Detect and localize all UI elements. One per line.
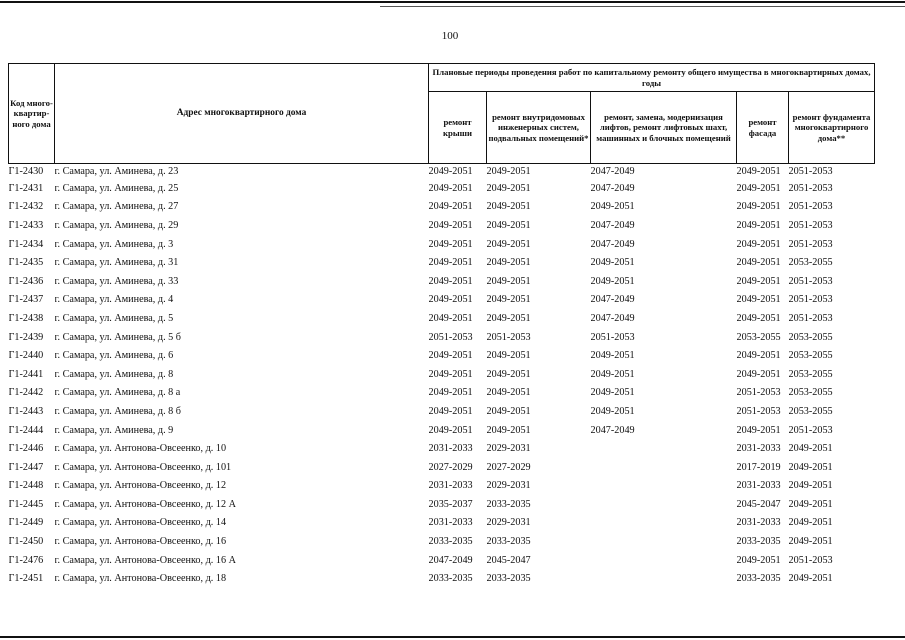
header-foundation: ремонт фундамента многоквартирного дома**	[789, 92, 875, 164]
cell-foundation: 2049-2051	[788, 461, 833, 473]
cell-lifts: 2049-2051	[590, 368, 635, 380]
cell-facade: 2049-2051	[736, 238, 781, 250]
table-body	[9, 164, 875, 589]
table-row	[9, 198, 875, 217]
cell-facade: 2049-2051	[736, 312, 781, 324]
cell-systems: 2045-2047	[486, 554, 531, 566]
cell-systems: 2033-2035	[486, 573, 531, 585]
cell-foundation: 2049-2051	[788, 443, 833, 455]
cell-foundation: 2051-2053	[788, 182, 833, 194]
cell-lifts	[591, 477, 737, 496]
cell-facade: 2031-2033	[736, 480, 781, 492]
cell-foundation: 2049-2051	[788, 517, 833, 529]
cell-code: Г1-2431	[8, 182, 44, 194]
cell-roof: 2049-2051	[428, 238, 473, 250]
cell-roof: 2049-2051	[428, 294, 473, 306]
header-address: Адрес многоквартирного дома	[55, 64, 429, 164]
table-row	[9, 164, 875, 180]
top-rule	[0, 1, 905, 3]
cell-lifts: 2049-2051	[590, 405, 635, 417]
cell-systems: 2051-2053	[486, 331, 531, 343]
cell-code: Г1-2448	[8, 480, 44, 492]
cell-address: г. Самара, ул. Аминева, д. 8	[54, 368, 174, 380]
cell-roof: 2049-2051	[428, 201, 473, 213]
cell-lifts	[591, 532, 737, 551]
cell-systems: 2049-2051	[486, 219, 531, 231]
cell-address: г. Самара, ул. Аминева, д. 6	[54, 350, 174, 362]
cell-foundation: 2051-2053	[788, 238, 833, 250]
cell-roof: 2049-2051	[428, 275, 473, 287]
cell-roof: 2047-2049	[428, 554, 473, 566]
cell-foundation: 2051-2053	[788, 219, 833, 231]
cell-facade: 2053-2055	[736, 331, 781, 343]
cell-address: г. Самара, ул. Аминева, д. 33	[54, 275, 179, 287]
cell-address: г. Самара, ул. Антонова-Овсеенко, д. 101	[54, 461, 232, 473]
cell-systems: 2049-2051	[486, 201, 531, 213]
cell-roof: 2049-2051	[428, 350, 473, 362]
cell-foundation: 2051-2053	[788, 201, 833, 213]
cell-systems: 2029-2031	[486, 480, 531, 492]
cell-roof: 2049-2051	[428, 368, 473, 380]
cell-facade: 2049-2051	[736, 166, 781, 177]
cell-foundation: 2053-2055	[788, 350, 833, 362]
cell-code: Г1-2451	[8, 573, 44, 585]
bottom-rule	[0, 636, 905, 638]
cell-address: г. Самара, ул. Аминева, д. 5 б	[54, 331, 181, 343]
cell-systems: 2049-2051	[486, 238, 531, 250]
cell-systems: 2049-2051	[486, 424, 531, 436]
cell-lifts: 2047-2049	[590, 238, 635, 250]
cell-facade: 2031-2033	[736, 443, 781, 455]
cell-foundation: 2051-2053	[788, 424, 833, 436]
cell-systems: 2049-2051	[486, 275, 531, 287]
cell-code: Г1-2476	[8, 554, 44, 566]
header-roof: ремонт крыши	[429, 92, 487, 164]
table-row	[9, 402, 875, 421]
top-rule-secondary	[380, 6, 905, 7]
table-row	[9, 179, 875, 198]
cell-lifts	[591, 551, 737, 570]
cell-lifts: 2049-2051	[590, 257, 635, 269]
cell-systems: 2049-2051	[486, 182, 531, 194]
cell-code: Г1-2440	[8, 350, 44, 362]
cell-address: г. Самара, ул. Аминева, д. 9	[54, 424, 174, 436]
cell-systems: 2049-2051	[486, 166, 531, 177]
cell-code: Г1-2441	[8, 368, 44, 380]
table-row	[9, 439, 875, 458]
cell-facade: 2049-2051	[736, 219, 781, 231]
table-row	[9, 216, 875, 235]
cell-code: Г1-2437	[8, 294, 44, 306]
cell-address: г. Самара, ул. Аминева, д. 5	[54, 312, 174, 324]
cell-foundation: 2049-2051	[788, 573, 833, 585]
cell-lifts	[591, 495, 737, 514]
header-lifts: ремонт, замена, модернизация лифтов, ремонт лифтовых шахт, машинных и блочных помещений	[591, 92, 737, 164]
cell-roof: 2049-2051	[428, 166, 473, 177]
cell-facade: 2049-2051	[736, 424, 781, 436]
cell-address: г. Самара, ул. Аминева, д. 27	[54, 201, 179, 213]
cell-roof: 2049-2051	[428, 387, 473, 399]
cell-lifts: 2047-2049	[590, 424, 635, 436]
cell-address: г. Самара, ул. Аминева, д. 23	[54, 166, 179, 177]
cell-lifts: 2047-2049	[590, 182, 635, 194]
cell-foundation: 2051-2053	[788, 275, 833, 287]
cell-address: г. Самара, ул. Антонова-Овсеенко, д. 16 А	[54, 554, 236, 566]
table-row	[9, 477, 875, 496]
cell-code: Г1-2435	[8, 257, 44, 269]
cell-foundation: 2053-2055	[788, 331, 833, 343]
cell-address: г. Самара, ул. Антонова-Овсеенко, д. 14	[54, 517, 227, 529]
cell-roof: 2049-2051	[428, 424, 473, 436]
table-row	[9, 272, 875, 291]
cell-roof: 2049-2051	[428, 182, 473, 194]
cell-address: г. Самара, ул. Антонова-Овсеенко, д. 12	[54, 480, 227, 492]
cell-facade: 2049-2051	[736, 368, 781, 380]
cell-foundation: 2051-2053	[788, 312, 833, 324]
cell-address: г. Самара, ул. Аминева, д. 4	[54, 294, 174, 306]
table-row	[9, 235, 875, 254]
cell-code: Г1-2445	[8, 498, 44, 510]
table-row	[9, 328, 875, 347]
cell-address: г. Самара, ул. Аминева, д. 25	[54, 182, 179, 194]
cell-code: Г1-2449	[8, 517, 44, 529]
cell-code: Г1-2439	[8, 331, 44, 343]
table-row	[9, 309, 875, 328]
cell-address: г. Самара, ул. Антонова-Овсеенко, д. 18	[54, 573, 227, 585]
cell-roof: 2035-2037	[428, 498, 473, 510]
cell-facade: 2049-2051	[736, 201, 781, 213]
cell-foundation: 2051-2053	[788, 166, 833, 177]
cell-facade: 2049-2051	[736, 554, 781, 566]
cell-roof: 2031-2033	[428, 517, 473, 529]
table-row	[9, 569, 875, 588]
cell-systems: 2049-2051	[486, 350, 531, 362]
cell-address: г. Самара, ул. Аминева, д. 3	[54, 238, 174, 250]
cell-code: Г1-2438	[8, 312, 44, 324]
cell-facade: 2045-2047	[736, 498, 781, 510]
cell-facade: 2051-2053	[736, 405, 781, 417]
cell-address: г. Самара, ул. Антонова-Овсеенко, д. 16	[54, 536, 227, 548]
repair-schedule-table	[8, 63, 875, 588]
cell-roof: 2031-2033	[428, 443, 473, 455]
cell-facade: 2049-2051	[736, 294, 781, 306]
cell-code: Г1-2450	[8, 536, 44, 548]
cell-facade: 2031-2033	[736, 517, 781, 529]
cell-lifts	[591, 569, 737, 588]
cell-foundation: 2053-2055	[788, 405, 833, 417]
cell-systems: 2049-2051	[486, 257, 531, 269]
cell-foundation: 2051-2053	[788, 554, 833, 566]
page-number: 100	[441, 30, 459, 42]
cell-code: Г1-2442	[8, 387, 44, 399]
cell-lifts	[591, 439, 737, 458]
table-row	[9, 346, 875, 365]
cell-facade: 2033-2035	[736, 536, 781, 548]
cell-lifts: 2049-2051	[590, 387, 635, 399]
cell-foundation: 2053-2055	[788, 257, 833, 269]
cell-systems: 2049-2051	[486, 312, 531, 324]
cell-address: г. Самара, ул. Аминева, д. 8 а	[54, 387, 181, 399]
cell-roof: 2051-2053	[428, 331, 473, 343]
cell-lifts: 2049-2051	[590, 201, 635, 213]
cell-lifts	[591, 458, 737, 477]
cell-systems: 2049-2051	[486, 405, 531, 417]
table-row	[9, 458, 875, 477]
cell-foundation: 2051-2053	[788, 294, 833, 306]
cell-lifts: 2049-2051	[590, 350, 635, 362]
cell-roof: 2049-2051	[428, 219, 473, 231]
cell-lifts: 2051-2053	[590, 331, 635, 343]
cell-address: г. Самара, ул. Антонова-Овсеенко, д. 12 А	[54, 498, 236, 510]
cell-systems: 2029-2031	[486, 443, 531, 455]
cell-code: Г1-2436	[8, 275, 44, 287]
cell-lifts: 2047-2049	[590, 312, 635, 324]
cell-facade: 2033-2035	[736, 573, 781, 585]
cell-systems: 2049-2051	[486, 387, 531, 399]
cell-roof: 2033-2035	[428, 573, 473, 585]
cell-facade: 2051-2053	[736, 387, 781, 399]
cell-foundation: 2053-2055	[788, 387, 833, 399]
cell-facade: 2049-2051	[736, 182, 781, 194]
table-row	[9, 495, 875, 514]
cell-facade: 2049-2051	[736, 275, 781, 287]
cell-lifts: 2047-2049	[590, 219, 635, 231]
cell-roof: 2049-2051	[428, 257, 473, 269]
table-row	[9, 551, 875, 570]
cell-code: Г1-2432	[8, 201, 44, 213]
cell-lifts: 2047-2049	[590, 166, 635, 177]
cell-facade: 2017-2019	[736, 461, 781, 473]
cell-roof: 2027-2029	[428, 461, 473, 473]
cell-code: Г1-2430	[8, 166, 44, 177]
cell-foundation: 2049-2051	[788, 498, 833, 510]
cell-foundation: 2049-2051	[788, 480, 833, 492]
table-row	[9, 384, 875, 403]
cell-foundation: 2053-2055	[788, 368, 833, 380]
cell-systems: 2033-2035	[486, 536, 531, 548]
cell-systems: 2029-2031	[486, 517, 531, 529]
cell-code: Г1-2443	[8, 405, 44, 417]
table-header	[9, 64, 875, 164]
cell-roof: 2031-2033	[428, 480, 473, 492]
table-row	[9, 514, 875, 533]
cell-roof: 2049-2051	[428, 405, 473, 417]
cell-address: г. Самара, ул. Аминева, д. 8 б	[54, 405, 181, 417]
table-row	[9, 253, 875, 272]
cell-code: Г1-2433	[8, 219, 44, 231]
cell-systems: 2049-2051	[486, 368, 531, 380]
cell-facade: 2049-2051	[736, 350, 781, 362]
cell-systems: 2033-2035	[486, 498, 531, 510]
cell-code: Г1-2444	[8, 424, 44, 436]
cell-address: г. Самара, ул. Антонова-Овсеенко, д. 10	[54, 443, 227, 455]
cell-roof: 2049-2051	[428, 312, 473, 324]
header-code: Код много-квартир-ного дома	[9, 64, 55, 164]
cell-address: г. Самара, ул. Аминева, д. 31	[54, 257, 179, 269]
cell-code: Г1-2446	[8, 443, 44, 455]
table-row	[9, 532, 875, 551]
header-group: Плановые периоды проведения работ по капитальному ремонту общего имущества в многоквартирных домах, годы	[429, 64, 875, 92]
header-facade: ремонт фасада	[737, 92, 789, 164]
header-systems: ремонт внутридомовых инженерных систем, подвальных помещений*	[487, 92, 591, 164]
table-row	[9, 365, 875, 384]
cell-facade: 2049-2051	[736, 257, 781, 269]
table-row	[9, 421, 875, 440]
cell-address: г. Самара, ул. Аминева, д. 29	[54, 219, 179, 231]
cell-foundation: 2049-2051	[788, 536, 833, 548]
cell-roof: 2033-2035	[428, 536, 473, 548]
cell-lifts: 2047-2049	[590, 294, 635, 306]
cell-lifts	[591, 514, 737, 533]
cell-lifts: 2049-2051	[590, 275, 635, 287]
table-row	[9, 291, 875, 310]
cell-systems: 2049-2051	[486, 294, 531, 306]
cell-systems: 2027-2029	[486, 461, 531, 473]
cell-code: Г1-2447	[8, 461, 44, 473]
cell-code: Г1-2434	[8, 238, 44, 250]
